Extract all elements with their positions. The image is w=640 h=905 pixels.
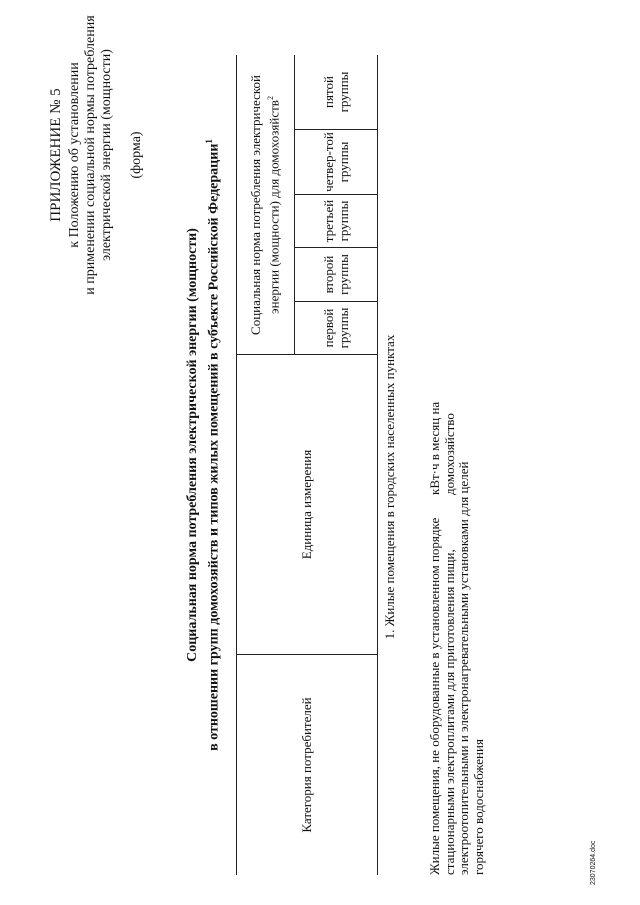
table-bottom-border [377, 55, 378, 875]
appendix-line-2: и применении социальной нормы потребления [83, 15, 98, 295]
row-category: Жилые помещения, не оборудованные в установленном порядке стационарными электроплитами для приготовления пищи, электроотопительными и электронагревательными установками для целей горячего водоснабжения [427, 461, 486, 875]
header-norm-text: Социальная норма потребления электрической энергии (мощности) для домохозяйств [248, 75, 282, 335]
header-group-2: второй группы [321, 254, 351, 295]
document-heading [184, 35, 223, 855]
appendix-line-3: электрической энергии (мощности) [99, 49, 114, 261]
appendix-line-1: к Положению об установлении [67, 62, 82, 248]
heading-line-2 [201, 35, 223, 855]
appendix-title: ПРИЛОЖЕНИЕ № 5 [48, 88, 64, 222]
footnote-mark-1: 1 [204, 139, 214, 144]
table-header [236, 55, 378, 875]
header-unit: Единица измерения [299, 449, 314, 560]
row-unit: кВт·ч в месяц на домохозяйство [427, 401, 457, 495]
header-group-4: четвер-той группы [321, 132, 351, 192]
header-group-3: третьей группы [321, 199, 351, 243]
heading-line-2-text: в отношении групп домохозяйств и типов жилых помещений в субъекте Российской Федерации [206, 143, 222, 751]
header-norm [236, 59, 294, 351]
footnote-mark-2: 2 [266, 96, 276, 101]
header-category: Категория потребителей [299, 697, 314, 833]
heading-line-1: Социальная норма потребления электрической энергии (мощности) [185, 228, 200, 662]
appendix-block [48, 5, 145, 305]
form-label: (форма) [129, 131, 144, 179]
header-group-1: первой группы [321, 307, 351, 349]
section-heading: 1. Жилые помещения в городских населенных пунктах [382, 334, 397, 640]
document-code: 23070264.doc [590, 840, 597, 885]
header-group-5: пятой группы [321, 71, 351, 113]
